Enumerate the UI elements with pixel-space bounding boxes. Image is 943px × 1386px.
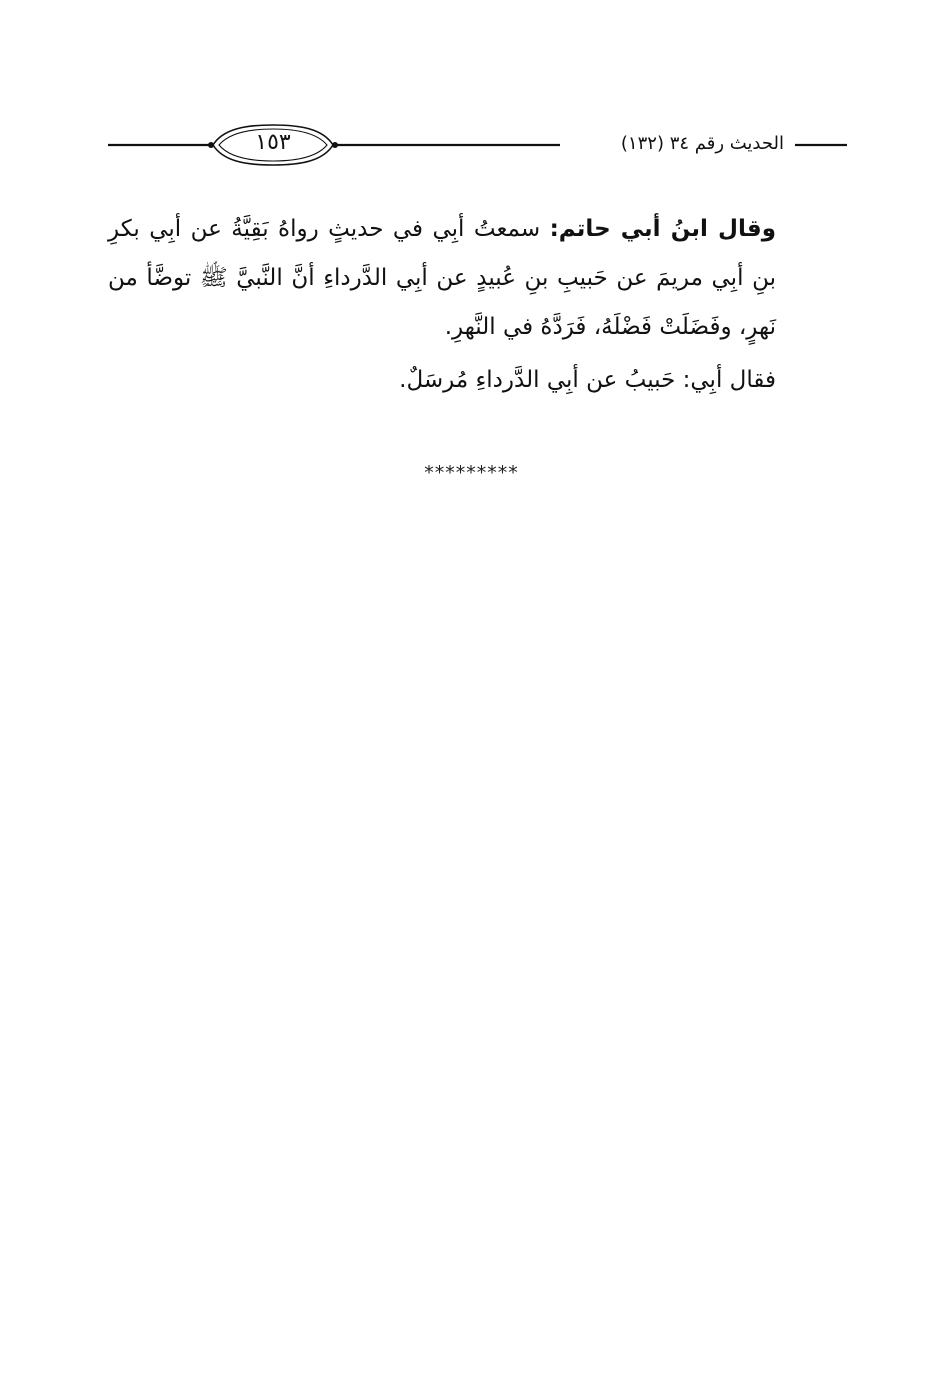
paragraph-2: فقال أبِي: حَبيبُ عن أبِي الدَّرداءِ مُرسَلٌ. xyxy=(399,367,776,393)
speaker-label: وقال ابنُ أبي حاتم: xyxy=(549,216,777,242)
paragraph-1 xyxy=(108,205,776,352)
main-text xyxy=(108,205,776,405)
section-separator: ********* xyxy=(424,462,519,484)
page-header xyxy=(105,115,850,175)
running-title: الحديث رقم ٣٤ (١٣٢) xyxy=(613,129,792,159)
page-number: ١٥٣ xyxy=(255,130,291,155)
paragraph-1-text: سمعتُ أبِي في حديثٍ رواهُ بَقِيَّةُ عن أبِي بكرِ بنِ أبِي مريمَ عن حَبيبِ بنِ عُبيدٍ عن أبِي الدَّرداءِ أنَّ النَّبيَّ ﷺ توضَّأ من نَهرٍ، وفَضَلَتْ فَضْلَهُ، فَرَدَّهُ في النَّهرِ. xyxy=(108,216,776,340)
